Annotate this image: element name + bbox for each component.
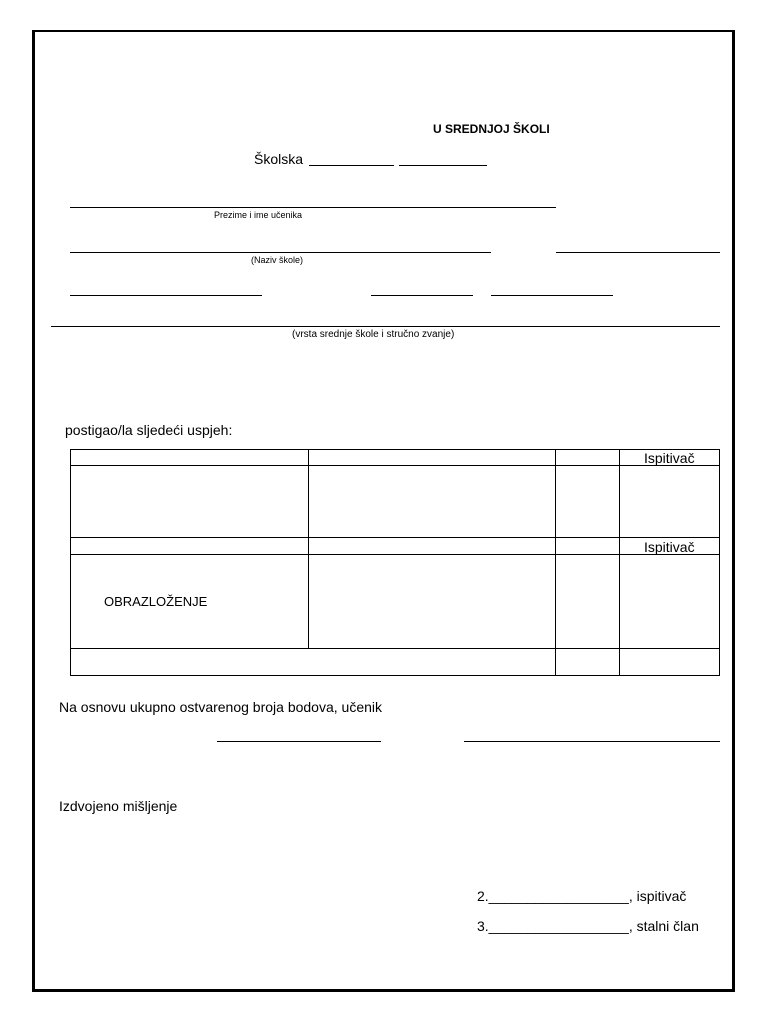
blank-field-b[interactable]: [371, 295, 473, 296]
blank-field-a[interactable]: [70, 295, 262, 296]
table-rule: [70, 465, 720, 466]
table-rule: [555, 449, 556, 675]
school-extra-field[interactable]: [556, 252, 720, 253]
school-title: U SREDNJOJ ŠKOLI: [433, 122, 550, 136]
blank-field-c[interactable]: [491, 295, 613, 296]
school-year-field-2[interactable]: [399, 165, 487, 166]
table-rule: [619, 449, 620, 675]
signature-examiner: 2.__________________, ispitivač: [477, 888, 687, 904]
table-rule: [70, 449, 720, 450]
examiner-header: Ispitivač: [644, 539, 695, 555]
table-rule: [70, 648, 720, 649]
conclusion-field-2[interactable]: [464, 741, 720, 742]
table-rule: [719, 449, 720, 675]
document-frame: [32, 30, 735, 992]
examiner-header: Ispitivač: [644, 450, 695, 466]
separate-opinion-label: Izdvojeno mišljenje: [59, 798, 178, 814]
school-year-field-1[interactable]: [309, 165, 394, 166]
school-year-label: Školska: [254, 151, 304, 167]
table-rule: [70, 675, 720, 676]
results-intro: postigao/la sljedeći uspjeh:: [65, 422, 233, 438]
table-rule: [308, 449, 309, 648]
conclusion-text: Na osnovu ukupno ostvarenog broja bodova, učenik: [59, 699, 382, 715]
school-type-caption: (vrsta srednje škole i stručno zvanje): [292, 329, 455, 340]
student-name-caption: Prezime i ime učenika: [214, 210, 303, 220]
school-name-field[interactable]: [70, 252, 491, 253]
student-name-field[interactable]: [70, 207, 556, 208]
table-rule: [70, 449, 71, 675]
explanation-label: OBRAZLOŽENJE: [104, 594, 208, 609]
conclusion-field-1[interactable]: [217, 741, 381, 742]
school-name-caption: (Naziv škole): [251, 255, 304, 265]
table-rule: [70, 554, 720, 555]
signature-permanent-member: 3.__________________, stalni član: [477, 918, 699, 934]
school-type-field[interactable]: [51, 326, 720, 327]
table-rule: [70, 537, 720, 538]
